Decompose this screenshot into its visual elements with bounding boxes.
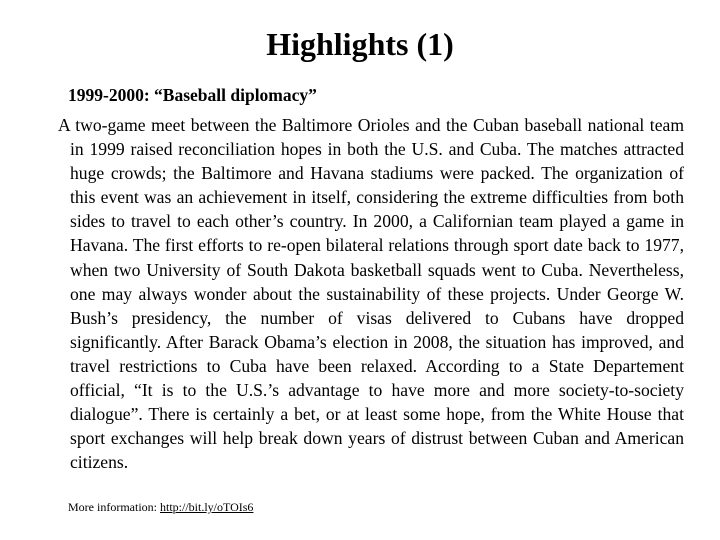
more-info: [68, 499, 253, 515]
more-info-link[interactable]: http://bit.ly/oTOIs6: [159, 500, 254, 514]
slide-subtitle: 1999-2000: “Baseball diplomacy”: [68, 85, 317, 105]
slide-title: Highlights (1): [266, 26, 454, 62]
more-info-label: More information:: [68, 500, 160, 514]
body-paragraph: A two-game meet between the Baltimore Orioles and the Cuban baseball national team in 1999 raised reconciliation hopes in both the U.S. and Cuba. The matches attracted huge crowds; the Baltimore and Havana stadiums were packed. The organization of this event was an achievement in itself, considering the extreme difficulties from both sides to travel to each other’s country. In 2000, a Californian team played a game in Havana. The first efforts to re-open bilateral relations through sport date back to 1977, when two University of South Dakota basketball squads went to Cuba. Nevertheless, one may always wonder about the sustainability of these projects. Under George W. Bush’s presidency, the number of visas delivered to Cubans have dropped significantly. After Barack Obama’s election in 2008, the situation has improved, and travel restrictions to Cuba have been relaxed. According to a State Departement official, “It is to the U.S.’s advantage to have more and more society-to-society dialogue”. There is certainly a bet, or at least some hope, from the White House that sport exchanges will help break down years of distrust between Cuban and American citizens.: [58, 115, 684, 473]
